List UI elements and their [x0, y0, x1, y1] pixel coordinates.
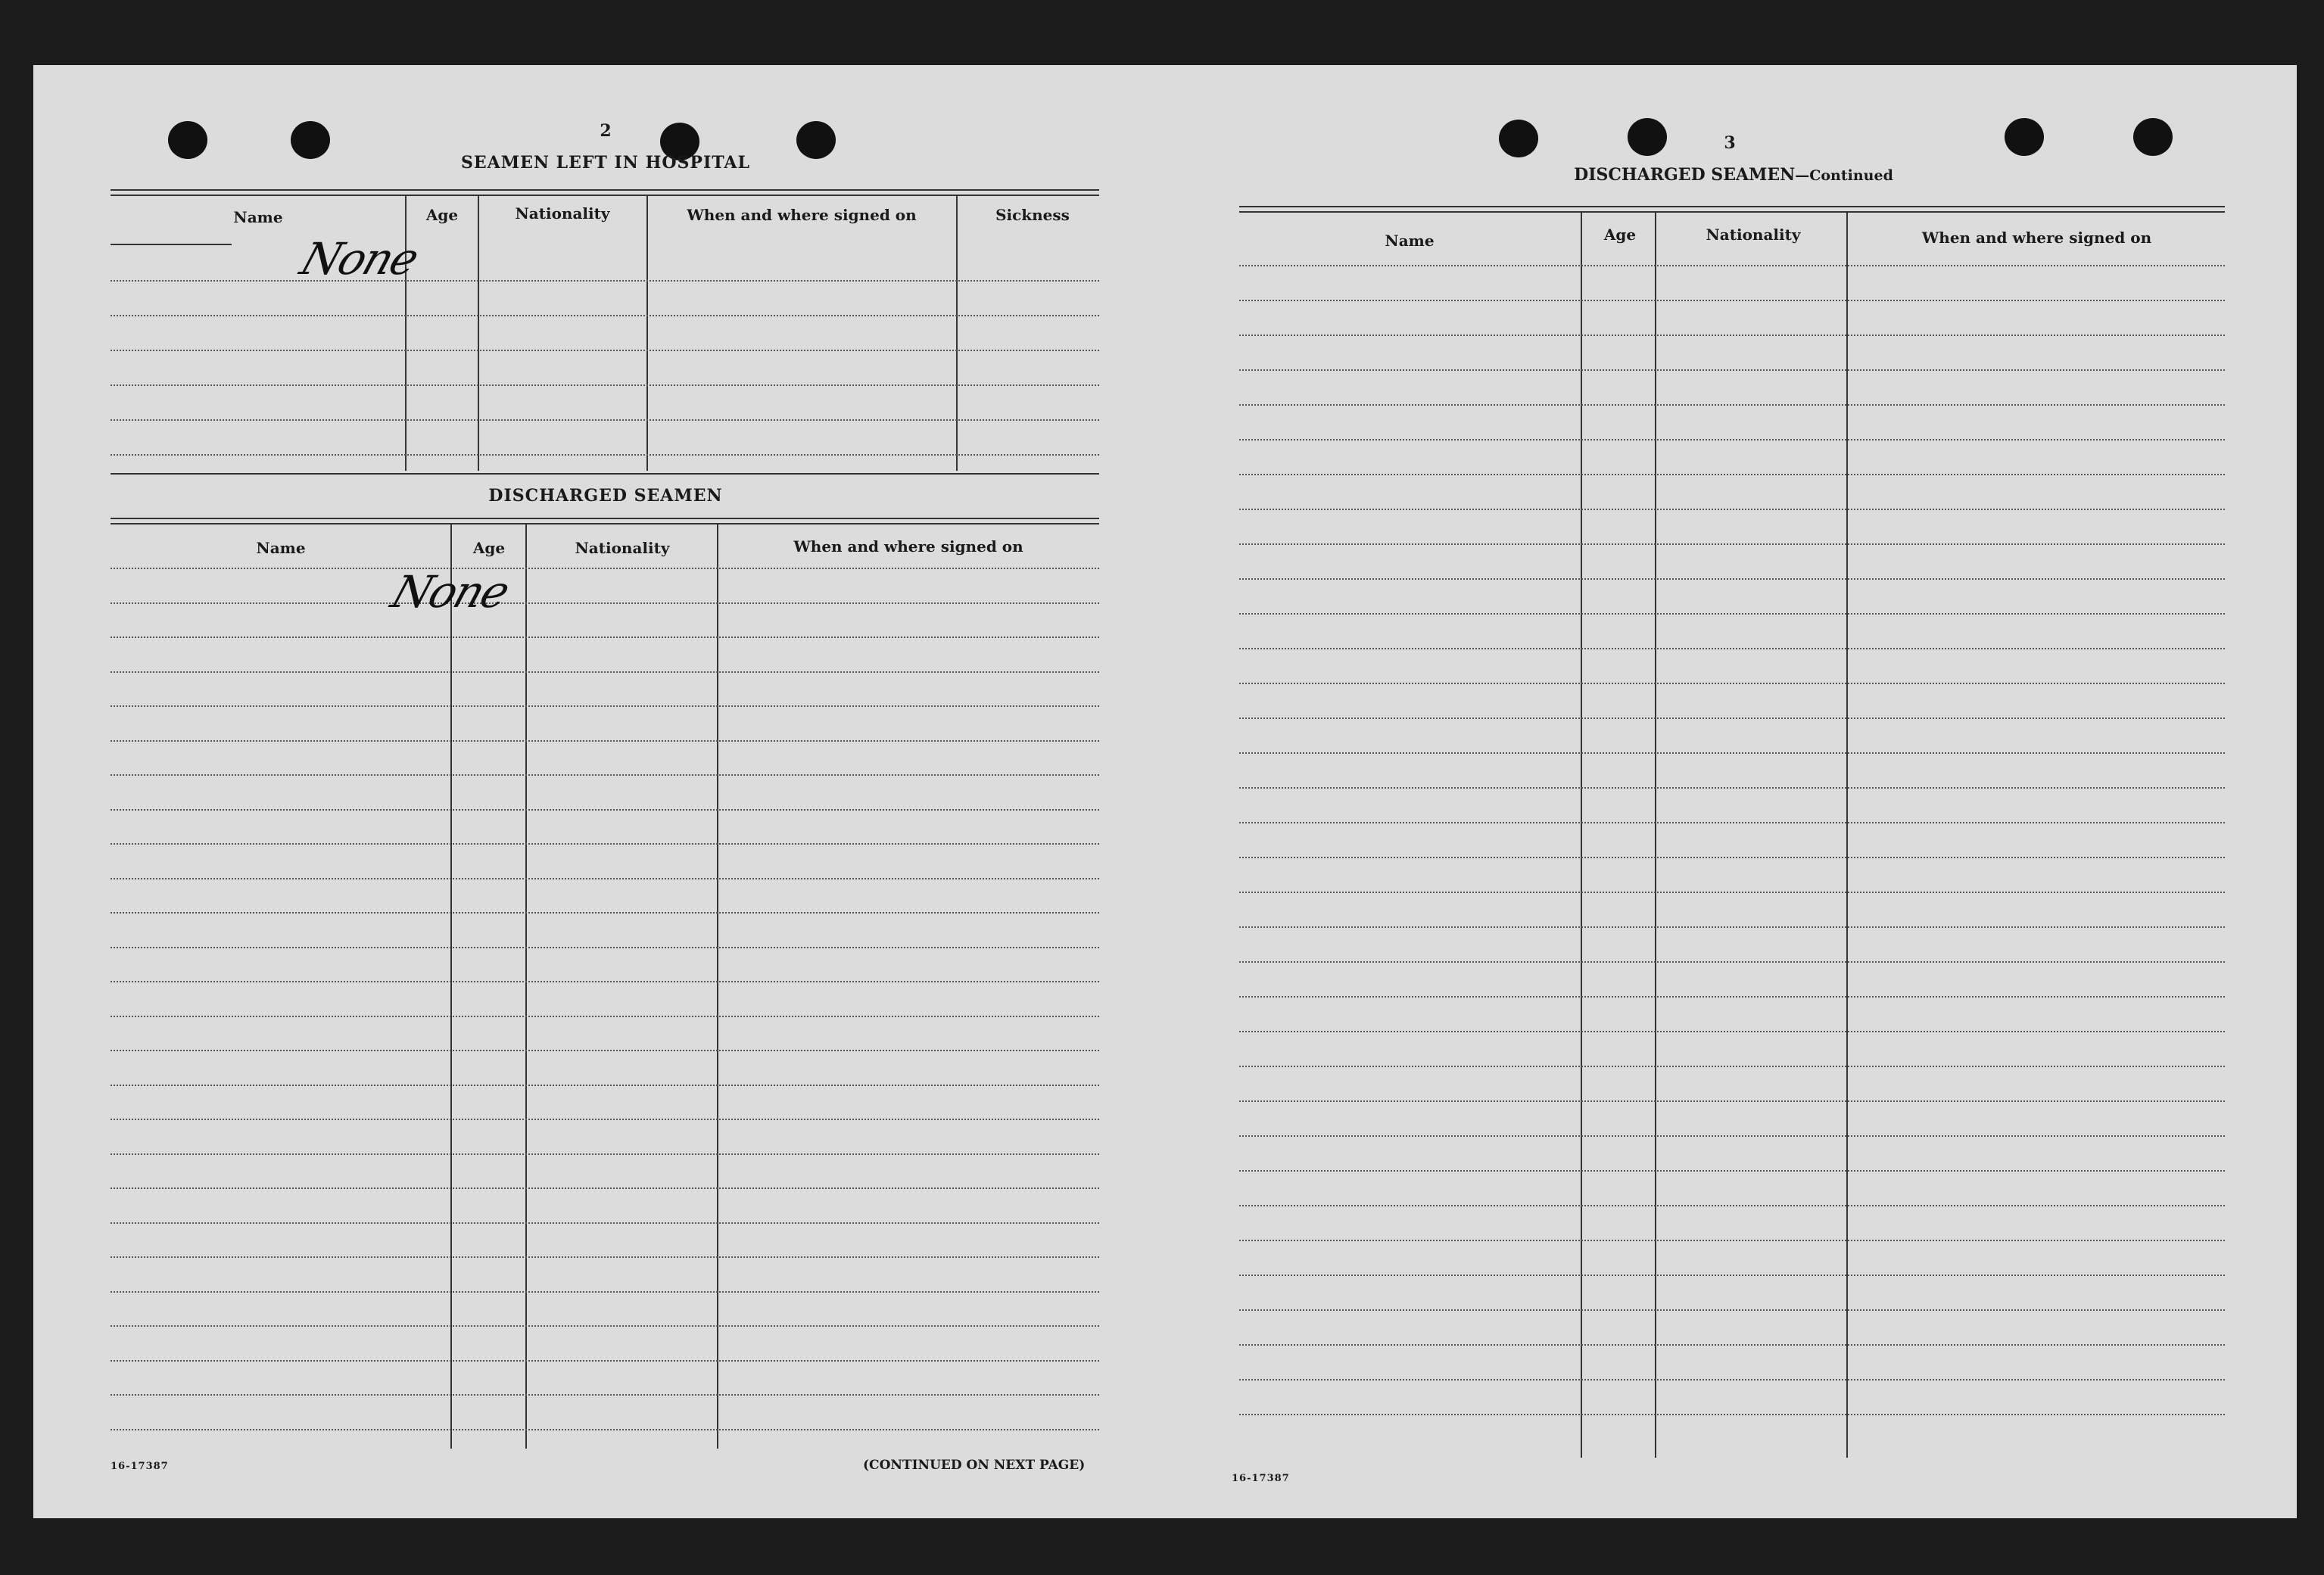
table-row-rule [111, 705, 1099, 707]
punch-hole [1628, 118, 1667, 156]
hospital-divider [956, 195, 958, 471]
table-row-rule [111, 1050, 1099, 1051]
table-row-rule [1239, 1100, 2225, 1102]
right-form-number: 16-17387 [1232, 1473, 1290, 1484]
table-row-rule [111, 740, 1099, 742]
table-row-rule [111, 1325, 1099, 1327]
table-row-rule [111, 671, 1099, 673]
left-form-number: 16-17387 [111, 1461, 169, 1472]
punch-hole [2133, 118, 2173, 156]
right-top-rule [1239, 206, 2225, 207]
discharged-top-rule [111, 518, 1099, 519]
table-row-rule [1239, 1135, 2225, 1137]
left-page-number: 2 [600, 121, 612, 141]
hospital-col-name: Name [233, 208, 283, 226]
table-row-rule [111, 809, 1099, 811]
right-col-age: Age [1603, 226, 1637, 244]
table-row-rule [111, 1016, 1099, 1017]
hospital-bottom-rule [111, 473, 1099, 475]
table-row-rule [1239, 996, 2225, 998]
table-row-rule [111, 1085, 1099, 1086]
table-row-rule [1239, 1066, 2225, 1067]
table-row-rule [111, 315, 1099, 316]
table-row-rule [1239, 822, 2225, 823]
table-row-rule [1239, 1344, 2225, 1346]
table-row-rule [111, 878, 1099, 879]
discharged-section-title: DISCHARGED SEAMEN [488, 486, 723, 506]
table-row-rule [1239, 300, 2225, 301]
discharged-col-signed-on: When and where signed on [793, 537, 1023, 556]
table-row-rule [1239, 1170, 2225, 1172]
table-row-rule [111, 637, 1099, 638]
table-row-rule [111, 843, 1099, 845]
right-col-signed-on: When and where signed on [1921, 229, 2152, 247]
table-row-rule [111, 419, 1099, 421]
table-row-rule [1239, 1240, 2225, 1241]
table-row-rule [1239, 1414, 2225, 1415]
table-row-rule [111, 1256, 1099, 1258]
table-row-rule [111, 350, 1099, 351]
right-divider [1846, 212, 1848, 1458]
discharged-col-nationality: Nationality [575, 539, 670, 557]
table-row-rule [111, 1119, 1099, 1120]
hospital-handwritten-entry: None [294, 233, 425, 285]
table-row-rule [1239, 717, 2225, 719]
table-row-rule [1239, 474, 2225, 475]
discharged-col-name: Name [256, 539, 306, 557]
discharged-divider [450, 524, 452, 1449]
table-row-rule [1239, 1275, 2225, 1276]
table-row-rule [111, 1222, 1099, 1224]
table-row-rule [1239, 1379, 2225, 1380]
table-row-rule [1239, 857, 2225, 858]
discharged-col-age: Age [472, 539, 506, 557]
discharged-divider [525, 524, 527, 1449]
table-row-rule [111, 384, 1099, 386]
discharged-divider [717, 524, 718, 1449]
hospital-top-rule [111, 189, 1099, 191]
hospital-divider [478, 195, 479, 471]
table-row-rule [111, 1187, 1099, 1189]
table-row-rule [111, 774, 1099, 776]
right-title-suffix: —Continued [1795, 167, 1893, 184]
table-row-rule [111, 1360, 1099, 1362]
hospital-top-rule-2 [111, 195, 1099, 196]
right-col-name: Name [1385, 232, 1435, 250]
continued-note: (CONTINUED ON NEXT PAGE) [863, 1458, 1086, 1473]
table-row-rule [111, 454, 1099, 456]
table-row-rule [1239, 369, 2225, 371]
right-title-main: DISCHARGED SEAMEN [1574, 165, 1796, 185]
table-row-rule [111, 602, 1099, 604]
hospital-col-sickness: Sickness [995, 206, 1070, 224]
table-row-rule [1239, 439, 2225, 440]
table-row-rule [111, 947, 1099, 948]
table-row-rule [1239, 752, 2225, 754]
table-row-rule [111, 981, 1099, 982]
table-row-rule [111, 568, 1099, 569]
right-divider [1655, 212, 1656, 1458]
right-col-nationality: Nationality [1706, 226, 1801, 244]
table-row-rule [111, 1394, 1099, 1396]
table-row-rule [1239, 543, 2225, 545]
punch-hole [291, 121, 330, 159]
hospital-divider [646, 195, 648, 471]
table-row-rule [1239, 787, 2225, 789]
table-row-rule [1239, 1309, 2225, 1311]
table-row-rule [1239, 613, 2225, 615]
discharged-top-rule-2 [111, 523, 1099, 524]
punch-hole [168, 121, 207, 159]
punch-hole [2005, 118, 2044, 156]
table-row-rule [1239, 1031, 2225, 1032]
hospital-col-nationality: Nationality [515, 204, 610, 223]
table-row-rule [1239, 265, 2225, 266]
right-section-title [1506, 165, 1961, 185]
table-row-rule [1239, 1205, 2225, 1206]
hospital-col-signed-on: When and where signed on [687, 206, 917, 224]
table-row-rule [1239, 648, 2225, 649]
table-row-rule [111, 280, 1099, 282]
right-divider [1581, 212, 1582, 1458]
table-row-rule [1239, 892, 2225, 893]
table-row-rule [1239, 926, 2225, 928]
discharged-handwritten-entry: None [385, 566, 516, 618]
punch-hole [1499, 120, 1538, 157]
table-row-rule [111, 1429, 1099, 1430]
table-row-rule [1239, 961, 2225, 963]
table-row-rule [111, 1153, 1099, 1155]
hospital-name-underline [111, 244, 232, 245]
table-row-rule [1239, 404, 2225, 406]
hospital-col-age: Age [425, 206, 459, 224]
table-row-rule [111, 912, 1099, 914]
hospital-section-title: SEAMEN LEFT IN HOSPITAL [461, 153, 750, 173]
table-row-rule [111, 1291, 1099, 1293]
table-row-rule [1239, 335, 2225, 336]
table-row-rule [1239, 683, 2225, 684]
right-page-number: 3 [1724, 133, 1736, 153]
right-top-rule-2 [1239, 211, 2225, 213]
table-row-rule [1239, 578, 2225, 580]
table-row-rule [1239, 509, 2225, 510]
